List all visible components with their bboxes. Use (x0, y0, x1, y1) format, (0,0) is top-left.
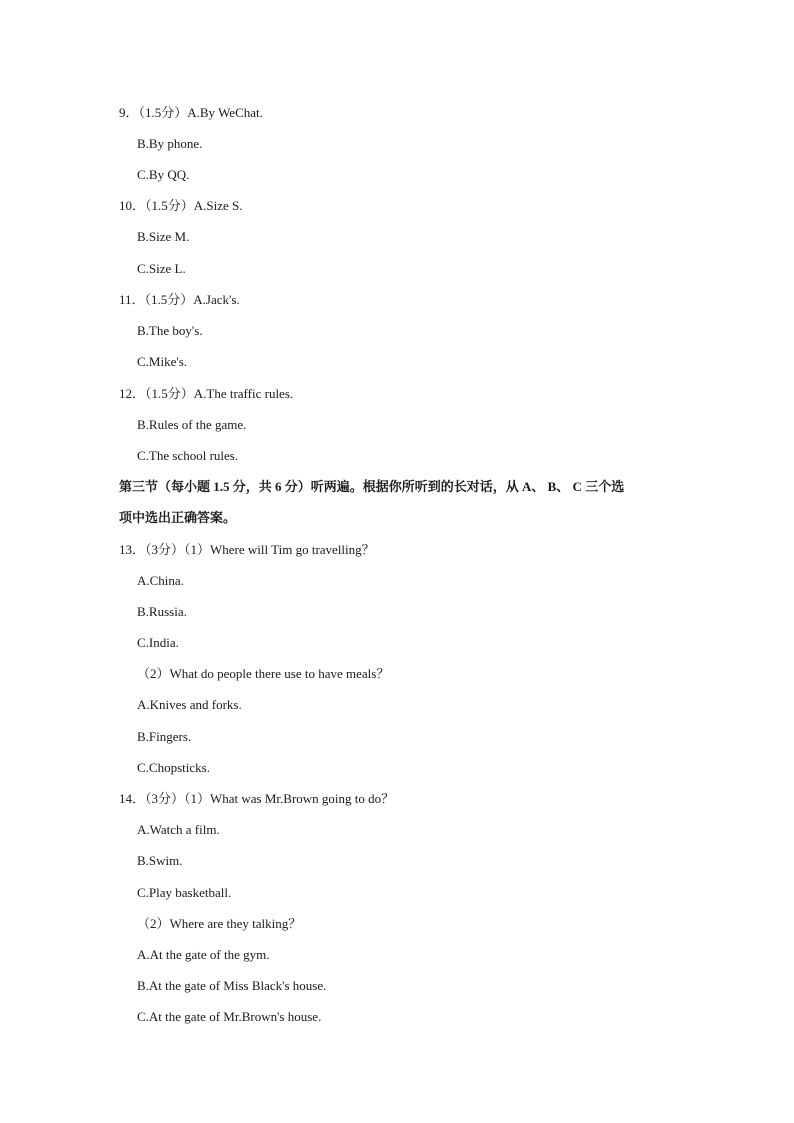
question-14-2-option-c: C.At the gate of Mr.Brown's house. (137, 1009, 322, 1024)
question-12-option-b: B.Rules of the game. (137, 417, 247, 432)
question-9-stem: 9．（1.5分）A.By WeChat. (119, 105, 263, 120)
question-13-1-option-a: A.China. (137, 573, 184, 588)
question-13-1-option-c: C.India. (137, 635, 179, 650)
question-14-1-option-b: B.Swim. (137, 853, 183, 868)
question-9-option-b: B.By phone. (137, 136, 203, 151)
question-14-sub-2: （2）Where are they talking？ (137, 916, 302, 931)
question-13-sub-2: （2）What do people there use to have meals？ (137, 666, 390, 681)
section-3-instruction-line-1: 第三节（每小题 1.5 分，共 6 分）听两遍。根据你所听到的长对话，从 A、 B、 C 三个选 (119, 479, 625, 494)
question-11-stem: 11．（1.5分）A.Jack's. (119, 292, 240, 307)
question-10-option-b: B.Size M. (137, 229, 190, 244)
question-13-2-option-a: A.Knives and forks. (137, 697, 242, 712)
question-14-1-option-a: A.Watch a film. (137, 822, 220, 837)
question-14-2-option-a: A.At the gate of the gym. (137, 947, 270, 962)
question-11-option-c: C.Mike's. (137, 354, 188, 369)
question-14-1-option-c: C.Play basketball. (137, 885, 232, 900)
question-10-option-c: C.Size L. (137, 261, 186, 276)
question-13-stem: 13．（3分）（1）Where will Tim go travelling？ (119, 542, 375, 557)
question-12-option-c: C.The school rules. (137, 448, 239, 463)
question-14-2-option-b: B.At the gate of Miss Black's house. (137, 978, 327, 993)
question-9-option-c: C.By QQ. (137, 167, 190, 182)
question-13-2-option-c: C.Chopsticks. (137, 760, 210, 775)
question-10-stem: 10．（1.5分）A.Size S. (119, 198, 243, 213)
question-13-2-option-b: B.Fingers. (137, 729, 192, 744)
question-12-stem: 12．（1.5分）A.The traffic rules. (119, 386, 294, 401)
question-14-stem: 14．（3分）（1）What was Mr.Brown going to do？ (119, 791, 395, 806)
section-3-instruction-line-2: 项中选出正确答案。 (119, 510, 237, 525)
question-11-option-b: B.The boy's. (137, 323, 203, 338)
question-13-1-option-b: B.Russia. (137, 604, 187, 619)
